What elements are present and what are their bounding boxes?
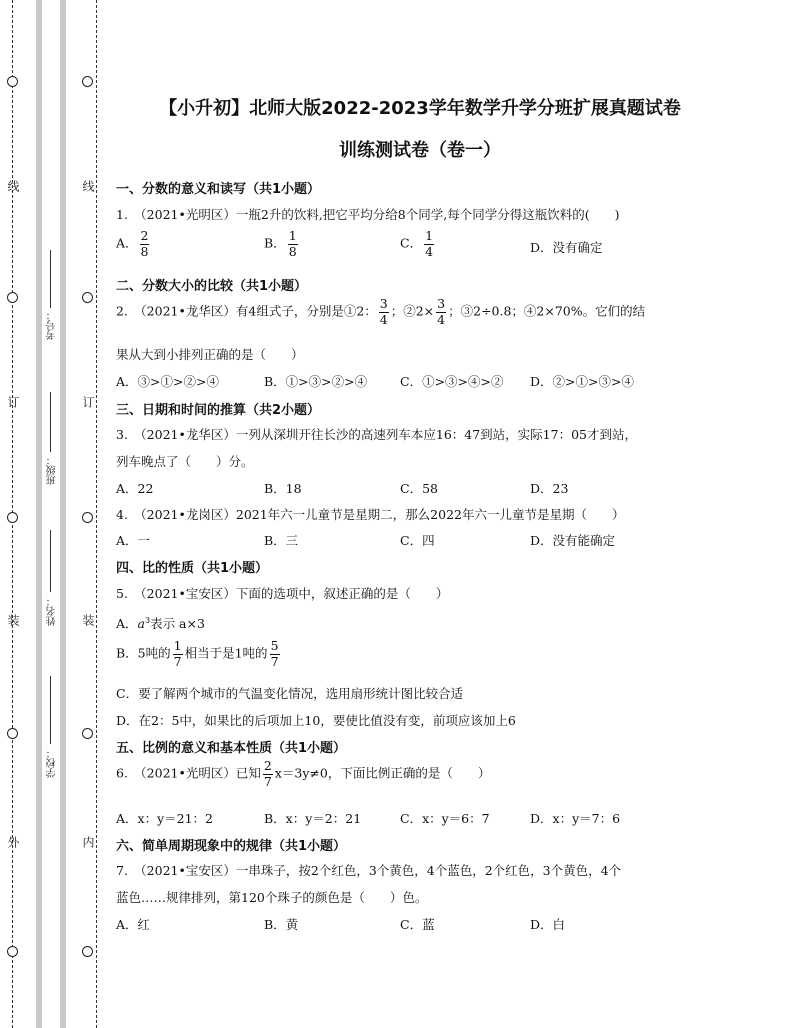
exam-number-label: 考号： <box>47 310 58 340</box>
binding-hole <box>7 946 18 957</box>
school-label: 学校： <box>47 748 58 778</box>
binding-hole <box>82 728 93 739</box>
q3-option-d[interactable]: D．23 <box>530 481 569 496</box>
question-2-text: 2. （2021•龙华区）有4组式子，分别是①2： $\frac{3}{4}$ ；②2× $\frac{3}{4}$ ；③2÷0.8；④2×70%。它们的结 <box>116 296 646 327</box>
q5-option-a[interactable]: A．$a^3$表示 a×3 <box>116 615 205 631</box>
class-underline[interactable] <box>50 392 51 452</box>
outer-char-zhuang: 装 <box>6 614 20 626</box>
q5-option-c[interactable]: C．要了解两个城市的气温变化情况，选用扇形统计图比较合适 <box>116 686 464 701</box>
binding-hole <box>82 946 93 957</box>
q6-option-a[interactable]: A．x：y＝21：2 <box>116 811 213 826</box>
q4-option-c[interactable]: C．四 <box>400 533 435 548</box>
binding-hole <box>7 728 18 739</box>
inner-char-zhuang: 装 <box>81 614 95 626</box>
q2-option-b[interactable]: B．①>③>②>④ <box>264 374 368 389</box>
q1-option-c[interactable]: C． $\frac{1}{4}$ <box>400 228 434 259</box>
q1-option-a[interactable]: A． $\frac{2}{8}$ <box>116 228 149 259</box>
q2-option-d[interactable]: D．②>①>③>④ <box>530 374 634 389</box>
section-heading-5: 五、比例的意义和基本性质（共1小题） <box>116 741 347 756</box>
q2-option-a[interactable]: A．③>①>②>④ <box>116 374 219 389</box>
q2-option-c[interactable]: C．①>③>④>② <box>400 374 504 389</box>
inner-char-ding: 订 <box>81 396 95 408</box>
q6-option-b[interactable]: B．x：y＝2：21 <box>264 811 362 826</box>
q4-option-b[interactable]: B．三 <box>264 533 299 548</box>
binding-hole <box>82 76 93 87</box>
section-heading-4: 四、比的性质（共1小题） <box>116 561 269 576</box>
q1-option-b[interactable]: B． $\frac{1}{8}$ <box>264 228 297 259</box>
inner-char-nei: 内 <box>81 836 95 848</box>
school-underline[interactable] <box>50 676 51 744</box>
binding-hole <box>7 512 18 523</box>
section-heading-3: 三、日期和时间的推算（共2小题） <box>116 403 321 418</box>
q4-option-d[interactable]: D．没有能确定 <box>530 533 616 548</box>
question-2-text-line2: 果从大到小排列正确的是（ ） <box>116 347 304 362</box>
inner-cut-line <box>96 0 97 1028</box>
name-label: 姓名： <box>47 596 58 626</box>
q3-option-c[interactable]: C．58 <box>400 481 438 496</box>
question-3-text-line2: 列车晚点了（ ）分。 <box>116 454 254 469</box>
question-7-text: 7. （2021•宝安区）一串珠子，按2个红色，3个黄色，4个蓝色，2个红色，3个黄色，4个 <box>116 863 622 878</box>
outer-char-ding: 订 <box>6 396 20 408</box>
section-heading-1: 一、分数的意义和读写（共1小题） <box>116 182 321 197</box>
question-7-text-line2: 蓝色……规律排列，第120个珠子的颜色是（ ）色。 <box>116 890 428 905</box>
binding-hole <box>7 76 18 87</box>
name-underline[interactable] <box>50 530 51 592</box>
q1-option-d[interactable]: D．没有确定 <box>530 240 603 255</box>
document-title-line1: 【小升初】北师大版2022-2023学年数学升学分班扩展真题试卷 <box>159 98 681 119</box>
binding-hole <box>7 292 18 303</box>
q7-option-d[interactable]: D．白 <box>530 917 566 932</box>
question-3-text: 3. （2021•龙华区）一列从深圳开往长沙的高速列车本应16：47到站，实际17：05才到站， <box>116 427 637 442</box>
q5-option-b[interactable]: B．5吨的 $\frac{1}{7}$ 相当于是1吨的 $\frac{5}{7}$ <box>116 638 279 669</box>
q7-option-b[interactable]: B．黄 <box>264 917 299 932</box>
binding-hole <box>82 512 93 523</box>
question-1-text: 1. （2021•光明区）一瓶2升的饮料,把它平均分给8个同学,每个同学分得这瓶饮料的( ) <box>116 207 620 222</box>
exam-number-underline[interactable] <box>50 250 51 308</box>
q7-option-c[interactable]: C．蓝 <box>400 917 435 932</box>
q6-option-c[interactable]: C．x：y＝6：7 <box>400 811 490 826</box>
question-4-text: 4. （2021•龙岗区）2021年六一儿童节是星期二，那么2022年六一儿童节是星期（ ） <box>116 507 625 522</box>
question-6-text: 6. （2021•光明区）已知 $\frac{2}{7}$ x＝3y≠0，下面比例正确的是（ ） <box>116 758 491 789</box>
class-label: 班级： <box>47 455 58 485</box>
binding-strip-inner <box>42 0 60 1028</box>
q6-option-d[interactable]: D．x：y＝7：6 <box>530 811 621 826</box>
question-5-text: 5. （2021•宝安区）下面的选项中，叙述正确的是（ ） <box>116 586 449 601</box>
q5-option-d[interactable]: D．在2：5中，如果比的后项加上10，要使比值没有变，前项应该加上6 <box>116 713 516 728</box>
q3-option-a[interactable]: A．22 <box>116 481 154 496</box>
section-heading-2: 二、分数大小的比较（共1小题） <box>116 279 308 294</box>
q7-option-a[interactable]: A．红 <box>116 917 151 932</box>
binding-hole <box>82 292 93 303</box>
q4-option-a[interactable]: A．一 <box>116 533 151 548</box>
inner-char-xian: 线 <box>81 180 95 192</box>
q3-option-b[interactable]: B．18 <box>264 481 302 496</box>
document-title-line2: 训练测试卷（卷一） <box>339 140 501 161</box>
outer-char-wai: 外 <box>6 836 20 848</box>
section-heading-6: 六、简单周期现象中的规律（共1小题） <box>116 839 347 854</box>
outer-char-xian: 线 <box>6 180 20 192</box>
